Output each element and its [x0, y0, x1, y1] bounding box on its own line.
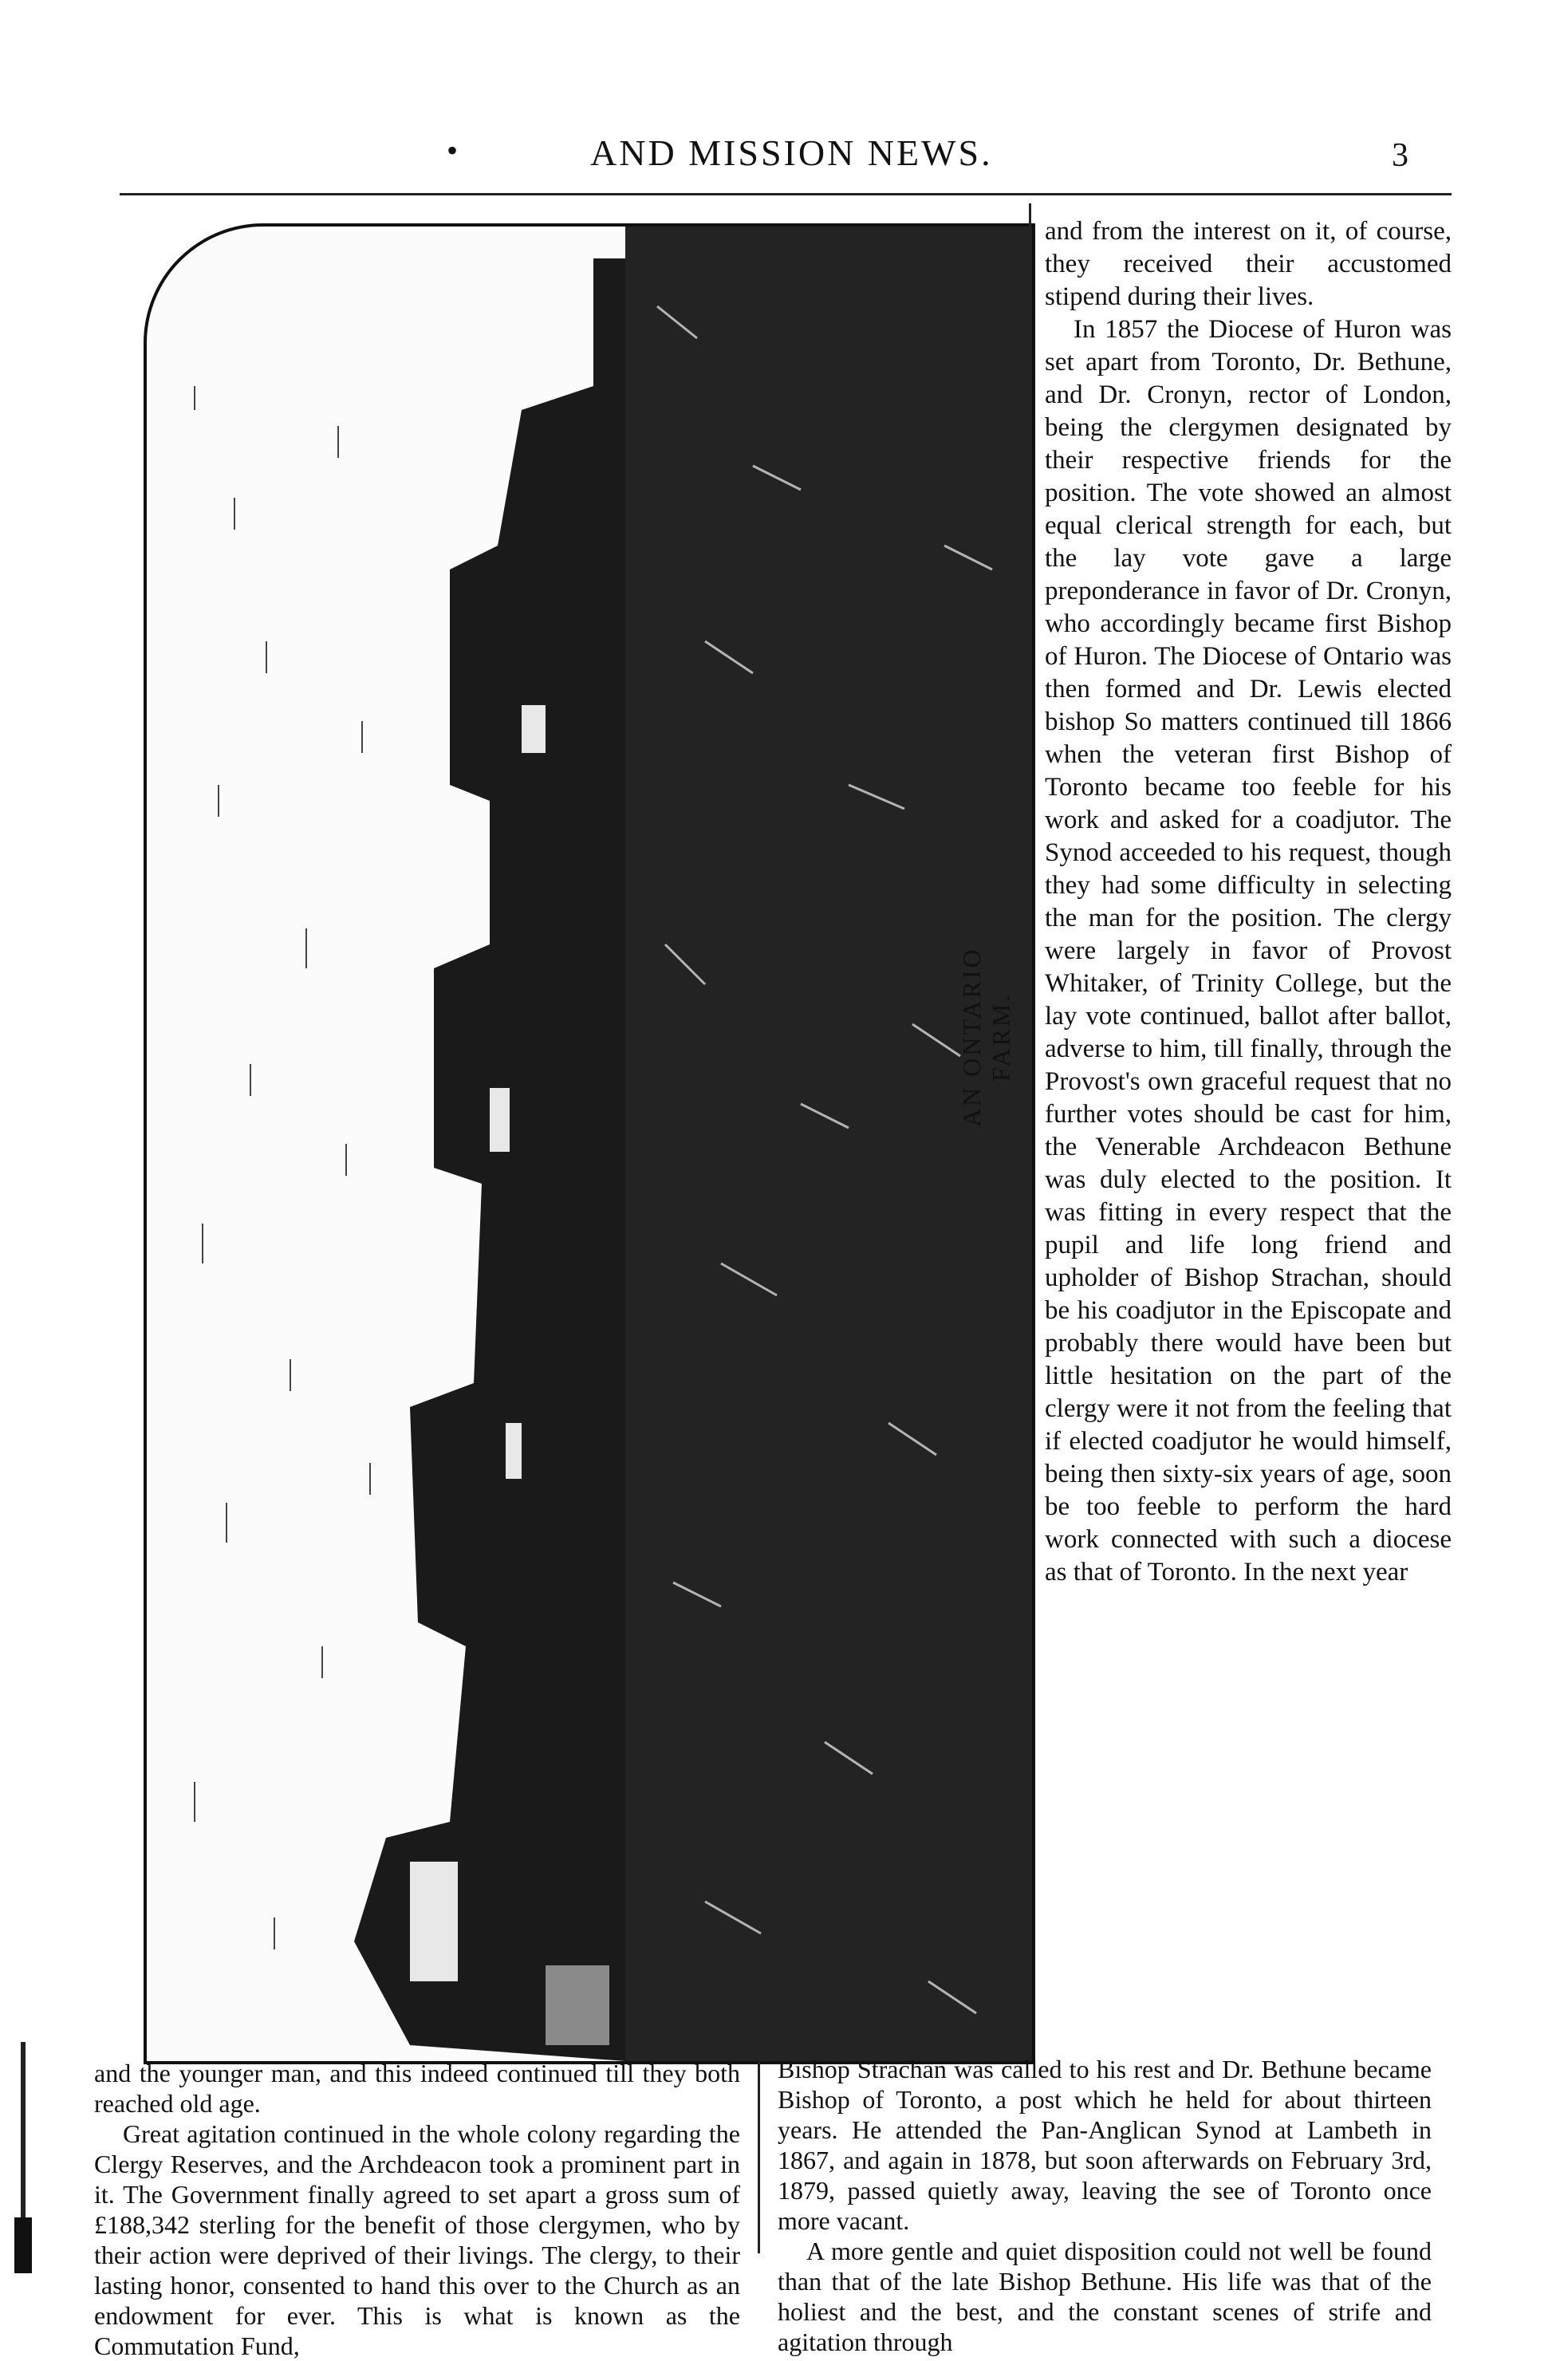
farm-illustration [144, 223, 1035, 2064]
sky-hatching [195, 386, 370, 1949]
right-column-text [1045, 215, 1452, 1589]
illustration-caption: AN ONTARIO FARM. [957, 947, 1015, 1127]
header-bullet: • [447, 132, 459, 168]
column-rule-lower [758, 2062, 760, 2253]
paragraph: and from the interest on it, of course, they received their accustomed stipend during their lives. [1045, 217, 1452, 311]
paragraph: In 1857 the Diocese of Huron was set apart from Toronto, Dr. Bethune, and Dr. Cronyn, rector of London, being the clergymen designated by their respective friends for the position. The vote showed an almost equal clerical strength for each, but the lay vote gave a large preponderance in favor of Dr. Cronyn, who accordingly became first Bishop of Huron. The Diocese of Ontario was then formed and Dr. Lewis elected bishop So matters continued till 1866 when the veteran first Bishop of Toronto became too feeble for his work and asked for a coadjutor. The Synod acceeded to his request, though they had some difficulty in selecting the man for the position. The clergy were largely in favor of Provost Whitaker, of Trinity College, but the lay vote continued, ballot after ballot, adverse to him, till finally, through the Provost's own graceful request that no further votes should be cast for him, the Venerable Archdeacon Bethune was duly elected to the position. It was fitting in every respect that the pupil and life long friend and upholder of Bishop Strachan, should be his coadjutor in the Episcopate and probably there would have been but little hesitation on the part of the clergy were it not from the feeling that if elected coadjutor he would himself, being then sixty-six years of age, soon be too feeble to perform the hard work connected with such a diocese as that of Toronto. In the next year [1045, 315, 1452, 1586]
farm-engraving [147, 227, 1032, 2061]
column-rule [1029, 203, 1031, 2062]
bottom-right-column-text [778, 2054, 1432, 2357]
running-title: AND MISSION NEWS. [590, 132, 993, 173]
header-rule [120, 193, 1452, 195]
buildings-silhouette [354, 258, 625, 2061]
page-header [120, 132, 1428, 187]
paragraph: A more gentle and quiet disposition could not well be found than that of the late Bishop Bethune. His life was that of the holiest and the best, and the constant scenes of strife and agitation through [778, 2237, 1432, 2356]
margin-binding-mark [11, 2042, 43, 2273]
paragraph: Bishop Strachan was called to his rest and Dr. Bethune became Bishop of Toronto, a post which he held for about thirteen years. He attended the Pan-Anglican Synod at Lambeth in 1867, and again in 1878, but soon afterwards on February 3rd, 1879, passed quietly away, leaving the see of Toronto once more vacant. [778, 2055, 1432, 2235]
paragraph: Great agitation continued in the whole colony regarding the Clergy Reserves, and the Archdeacon took a prominent part in it. The Government finally agreed to set apart a gross sum of £188,342 sterling for the benefit of those clergymen, who by their action were deprived of their livings. The clergy, to their lasting honor, consented to hand this over to the Church as an endowment for ever. This is what is known as the Commutation Fund, [94, 2119, 740, 2360]
fence [546, 1965, 609, 2045]
paragraph: and the younger man, and this indeed continued till they both reached old age. [94, 2059, 740, 2118]
bottom-left-column-text [94, 2058, 740, 2361]
page-number: 3 [1392, 137, 1408, 174]
